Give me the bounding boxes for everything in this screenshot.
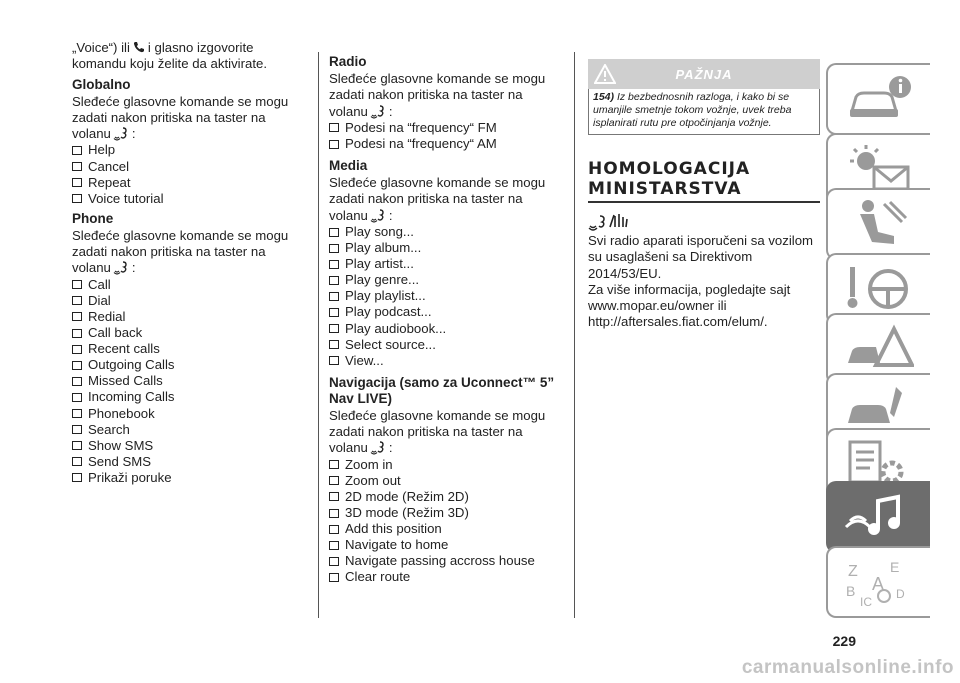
section-lead: Sleđeće glasovne komande se mogu zadati nakon pritiska na taster na volanu : <box>72 93 289 142</box>
tab-multimedia[interactable] <box>826 481 930 553</box>
warning-number: 154) <box>593 91 615 103</box>
voice-command-icon <box>370 441 387 455</box>
list-item: Navigate to home <box>329 537 564 553</box>
list-item: Play genre... <box>329 272 564 288</box>
section-title-media: Media <box>329 158 368 174</box>
checkbox-icon <box>72 312 82 321</box>
list-item: Call <box>72 277 307 293</box>
checkbox-icon <box>329 308 339 317</box>
voice-command-icon <box>370 105 387 119</box>
list-item: Redial <box>72 309 307 325</box>
voice-command-icon <box>113 261 130 275</box>
checkbox-icon <box>72 409 82 418</box>
list-item: Send SMS <box>72 454 307 470</box>
list-item: Cancel <box>72 159 307 175</box>
svg-text:Z: Z <box>848 563 858 580</box>
list-item: Play song... <box>329 224 564 240</box>
checkbox-icon <box>72 162 82 171</box>
checkbox-icon <box>329 244 339 253</box>
voice-command-icon <box>370 209 387 223</box>
checkbox-icon <box>72 178 82 187</box>
checkbox-icon <box>329 228 339 237</box>
command-list-phone <box>72 277 307 486</box>
section-lead: Sleđeće glasovne komande se mogu zadati nakon pritiska na taster na volanu : <box>329 407 546 456</box>
checkbox-icon <box>329 476 339 485</box>
checkbox-icon <box>329 260 339 269</box>
checkbox-icon <box>72 473 82 482</box>
list-item: Incoming Calls <box>72 389 307 405</box>
page-number: 229 <box>832 633 856 649</box>
list-item: Play playlist... <box>329 288 564 304</box>
checkbox-icon <box>329 140 339 149</box>
list-item: Repeat <box>72 175 307 191</box>
list-item: Play audiobook... <box>329 321 564 337</box>
seat-airbag-icon <box>844 198 914 250</box>
list-item: View... <box>329 353 564 369</box>
section-title-navigacija: Navigacija (samo za Uconnect™ 5” Nav LIVE) <box>329 374 555 406</box>
checkbox-icon <box>72 146 82 155</box>
command-list-navigacija <box>329 457 564 586</box>
multimedia-music-icon <box>844 491 914 543</box>
list-item: Outgoing Calls <box>72 357 307 373</box>
checkbox-icon <box>329 460 339 469</box>
column-1 <box>72 40 307 486</box>
section-title-radio: Radio <box>329 54 367 69</box>
warning-text: Iz bezbednosnih razloga, i kako bi se umanjile smetnje tokom vožnje, uvek treba isplanirati rutu pre otpočinjanja vožnje. <box>593 91 792 129</box>
list-item: Prikaži poruke <box>72 470 307 486</box>
svg-text:D: D <box>896 587 905 601</box>
checkbox-icon <box>72 393 82 402</box>
svg-text:IC: IC <box>860 595 872 608</box>
checkbox-icon <box>72 329 82 338</box>
list-item: Dial <box>72 293 307 309</box>
list-item: Call back <box>72 325 307 341</box>
section-lead: Sleđeće glasovne komande se mogu zadati nakon pritiska na taster na volanu : <box>329 175 546 223</box>
section-lead: Sleđeće glasovne komande se mogu zadati nakon pritiska na taster na volanu : <box>329 71 546 119</box>
command-list-media <box>329 224 564 369</box>
checkbox-icon <box>329 340 339 349</box>
checkbox-icon <box>329 276 339 285</box>
tab-safety[interactable] <box>826 188 930 260</box>
list-item: 3D mode (Režim 3D) <box>329 505 564 521</box>
list-item: Podesi na “frequency“ AM <box>329 136 564 152</box>
list-item: Play album... <box>329 240 564 256</box>
index-letters-icon <box>844 556 914 608</box>
checkbox-icon <box>329 492 339 501</box>
checkbox-icon <box>329 123 339 132</box>
list-item: Voice tutorial <box>72 191 307 207</box>
list-item: Navigate passing accross house <box>329 553 564 569</box>
command-list-globalno <box>72 142 307 206</box>
column-2 <box>329 54 564 585</box>
voice-radio-icon <box>588 213 630 231</box>
svg-text:E: E <box>890 559 900 575</box>
checkbox-icon <box>329 292 339 301</box>
checkbox-icon <box>329 541 339 550</box>
section-title-globalno: Globalno <box>72 76 131 92</box>
list-item: Play podcast... <box>329 304 564 320</box>
checkbox-icon <box>329 509 339 518</box>
svg-text:A: A <box>872 574 885 594</box>
checkbox-icon <box>72 457 82 466</box>
list-item: Missed Calls <box>72 373 307 389</box>
list-item: Clear route <box>329 569 564 585</box>
warning-title: PAŽNJA <box>675 66 733 82</box>
car-info-icon <box>844 73 914 125</box>
key-steering-icon <box>844 263 914 315</box>
section-lead: Sleđeće glasovne komande se mogu zadati nakon pritiska na taster na volanu : <box>72 227 289 276</box>
list-item: Zoom in <box>329 457 564 473</box>
column-divider-2 <box>574 52 575 618</box>
checkbox-icon <box>72 194 82 203</box>
svg-text:B: B <box>846 583 856 599</box>
column-divider-1 <box>318 52 319 618</box>
list-item: Search <box>72 422 307 438</box>
warning-crash-icon <box>844 323 914 375</box>
checkbox-icon <box>329 324 339 333</box>
checkbox-icon <box>72 377 82 386</box>
voice-command-icon <box>113 127 130 141</box>
heading-rule <box>588 201 820 203</box>
warning-body <box>588 89 820 135</box>
section-heading: HOMOLOGACIJA MINISTARSTVA <box>588 159 751 199</box>
list-item: Select source... <box>329 337 564 353</box>
checkbox-icon <box>329 525 339 534</box>
list-item: 2D mode (Režim 2D) <box>329 489 564 505</box>
intro-paragraph: „Voice“) ili i glasno izgovorite komandu koju želite da aktivirate. <box>72 40 267 72</box>
list-item: Show SMS <box>72 438 307 454</box>
checkbox-icon <box>329 557 339 566</box>
warning-header <box>588 59 820 89</box>
checkbox-icon <box>72 441 82 450</box>
checkbox-icon <box>72 296 82 305</box>
checkbox-icon <box>329 573 339 582</box>
checkbox-icon <box>329 356 339 365</box>
list-item: Recent calls <box>72 341 307 357</box>
column-3 <box>588 59 820 331</box>
body-paragraph: Svi radio aparati isporučeni sa vozilom su usaglašeni sa Direktivom 2014/53/EU. Za više informacija, pogledajte sajt www.mopar.eu/owner ili http://aftersales.fiat.com/elum/. <box>588 233 814 330</box>
checkbox-icon <box>72 425 82 434</box>
list-item: Podesi na “frequency“ FM <box>329 120 564 136</box>
checkbox-icon <box>72 345 82 354</box>
checkbox-icon <box>72 361 82 370</box>
phone-icon <box>133 41 145 53</box>
tab-car-info[interactable] <box>826 63 930 135</box>
list-item: Phonebook <box>72 406 307 422</box>
tab-index[interactable] <box>826 546 930 618</box>
checkbox-icon <box>72 280 82 289</box>
list-item: Help <box>72 142 307 158</box>
section-title-phone: Phone <box>72 210 114 226</box>
watermark: carmanualsonline.info <box>741 657 954 678</box>
list-item: Add this position <box>329 521 564 537</box>
command-list-radio <box>329 120 564 152</box>
list-item: Play artist... <box>329 256 564 272</box>
list-item: Zoom out <box>329 473 564 489</box>
